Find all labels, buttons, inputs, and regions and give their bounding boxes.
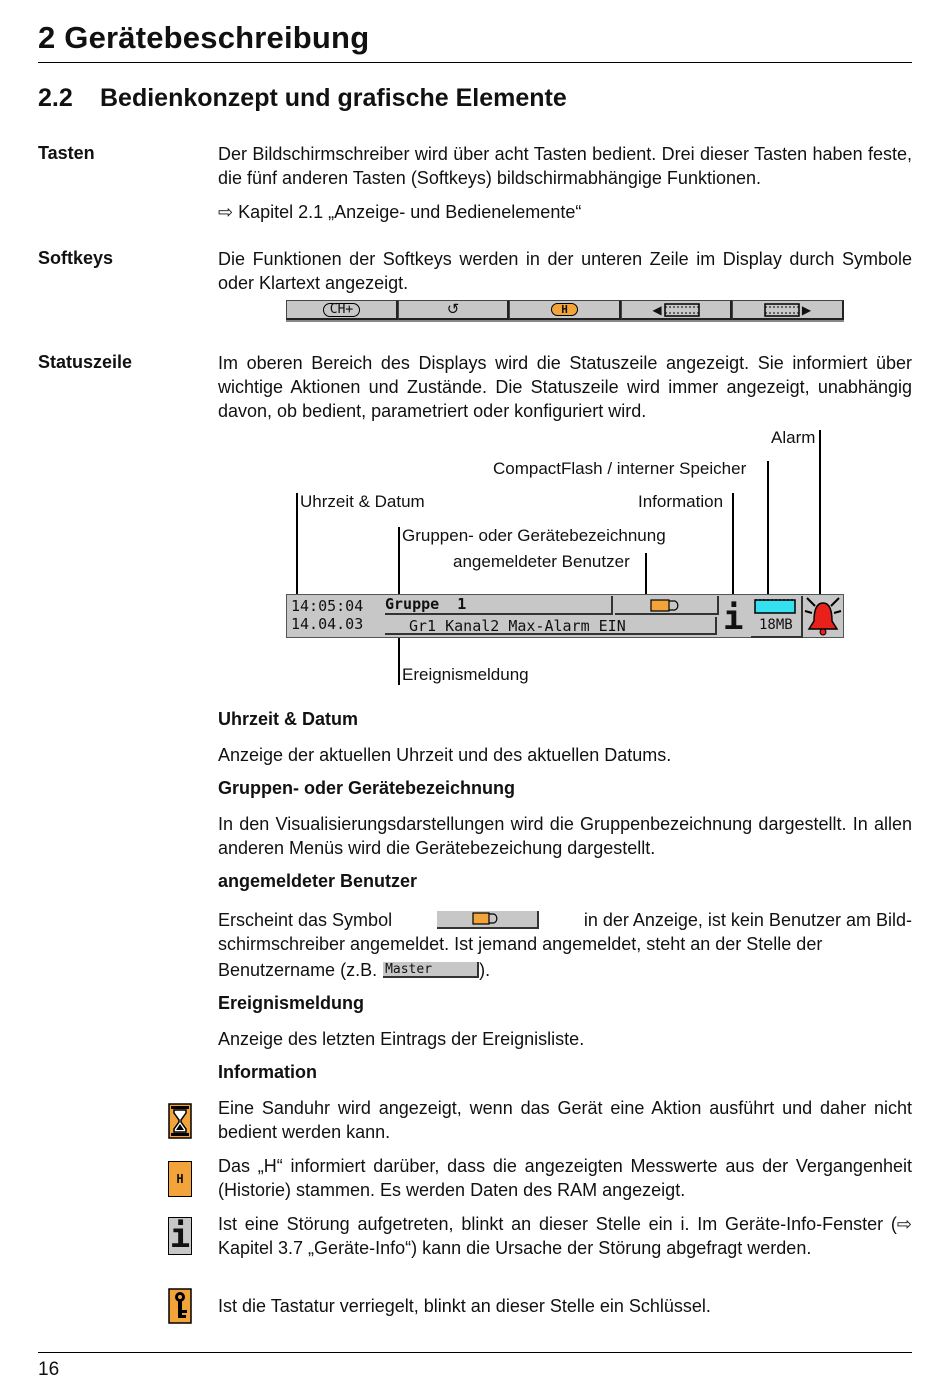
tasten-ref-text[interactable]: Kapitel 2.1 „Anzeige- und Bedienelemente“ bbox=[238, 202, 582, 222]
history-h-icon: H bbox=[551, 303, 578, 316]
info-i-icon: i bbox=[169, 1216, 191, 1256]
reference-arrow-icon: ⇨ bbox=[218, 202, 234, 222]
label-benutzer: angemeldeter Benutzer bbox=[453, 552, 630, 571]
item-information-heading: Information bbox=[218, 1062, 317, 1082]
label-ereignis: Ereignismeldung bbox=[402, 665, 529, 684]
lcd-user-field bbox=[615, 596, 719, 615]
benutzer-text-line2: schirmschreiber angemeldet. Ist jemand angemeldet, steht an der Stelle der bbox=[218, 934, 823, 954]
section-number: 2.2 bbox=[38, 84, 73, 112]
softkeys-text: Die Funktionen der Softkeys werden in der unteren Zeile im Display durch Symbole oder Klartext angezeigt. bbox=[218, 249, 912, 293]
label-uhrzeit: Uhrzeit & Datum bbox=[300, 492, 425, 511]
user-logged-out-icon bbox=[649, 597, 689, 613]
info-item-info-text: Ist eine Störung aufgetreten, blinkt an dieser Stelle ein i. Im Geräte-Info-Fenster (⇨ Kapitel 3.7 „Geräte-Info“) kann die Ursache der Störung abgefragt werden. bbox=[218, 1214, 912, 1258]
section-heading: Bedienkonzept und grafische Elemente bbox=[100, 84, 567, 112]
callout-line-ereignis bbox=[398, 635, 400, 685]
label-alarm: Alarm bbox=[771, 428, 816, 447]
benutzer-text-part2: in der Anzeige, ist kein Benutzer am Bild- bbox=[583, 910, 912, 930]
label-compactflash: CompactFlash / interner Speicher bbox=[493, 459, 747, 478]
callout-line-gruppen bbox=[398, 527, 400, 603]
label-gruppen: Gruppen- oder Gerätebezeichnung bbox=[402, 526, 666, 545]
label-information: Information bbox=[638, 492, 724, 511]
benutzer-text-line3b: ). bbox=[479, 960, 491, 980]
arrow-right-icon: ▶ bbox=[801, 302, 812, 317]
lcd-memory-size: 18MB bbox=[759, 617, 793, 633]
lcd-alarm-field bbox=[803, 595, 843, 637]
softkeys-label: Softkeys bbox=[38, 248, 114, 268]
lcd-memory-field bbox=[751, 596, 803, 638]
callout-line-alarm bbox=[819, 430, 821, 605]
callout-line-cf bbox=[767, 461, 769, 601]
arrow-left-icon: ◀ bbox=[652, 302, 662, 317]
hourglass-icon bbox=[168, 1103, 192, 1139]
item-uhrzeit-text: Anzeige der aktuellen Uhrzeit und des aktuellen Datums. bbox=[218, 745, 672, 765]
lcd-date: 14.04.03 bbox=[291, 615, 364, 633]
alarm-bell-icon bbox=[803, 595, 843, 637]
softkey-ch-plus-label: CH+ bbox=[323, 303, 360, 317]
callout-line-uhrzeit bbox=[296, 493, 298, 603]
chapter-title: 2 Gerätebeschreibung bbox=[38, 20, 370, 55]
footer-rule bbox=[38, 1352, 912, 1353]
user-field-inline bbox=[437, 911, 539, 929]
tasten-text: Der Bildschirmschreiber wird über acht Tasten bedient. Drei dieser Tasten haben feste, die fünf anderen Tasten (Softkeys) bildschirmabhängige Funktionen. bbox=[218, 144, 912, 188]
lcd-event-message: Gr1 Kanal2 Max-Alarm EIN bbox=[385, 617, 717, 635]
info-i-icon: i bbox=[723, 598, 744, 638]
info-item-key-text: Ist die Tastatur verriegelt, blinkt an dieser Stelle ein Schlüssel. bbox=[218, 1296, 711, 1316]
statuszeile-text: Im oberen Bereich des Displays wird die Statuszeile angezeigt. Sie informiert über wichtige Aktionen und Zustände. Die Statuszeile wird immer angezeigt, unabhängig davon, ob bedient, parametriert oder konfiguriert wird. bbox=[218, 353, 912, 421]
history-h-icon: H bbox=[168, 1161, 192, 1197]
user-logged-out-icon bbox=[471, 911, 505, 927]
lcd-time: 14:05:04 bbox=[291, 597, 364, 615]
username-master-field: Master bbox=[383, 962, 479, 978]
item-ereignis-text: Anzeige des letzten Eintrags der Ereignisliste. bbox=[218, 1029, 585, 1049]
info-item-hourglass-text: Eine Sanduhr wird angezeigt, wenn das Gerät eine Aktion ausführt und daher nicht bedient werden kann. bbox=[218, 1098, 912, 1142]
page-number: 16 bbox=[38, 1359, 60, 1380]
lcd-group-name: Gruppe 1 bbox=[385, 596, 613, 615]
statuszeile-label: Statuszeile bbox=[38, 352, 133, 372]
item-gruppen-text: In den Visualisierungsdarstellungen wird die Gruppenbezeichnung dargestellt. In allen anderen Menüs wird die Gerätebezeichung dargestellt. bbox=[218, 814, 912, 858]
item-benutzer-heading: angemeldeter Benutzer bbox=[218, 871, 418, 891]
benutzer-text-line3a: Benutzername (z.B. bbox=[218, 960, 378, 980]
callout-line-information bbox=[732, 493, 734, 603]
benutzer-text-part1: Erscheint das Symbol bbox=[218, 910, 393, 930]
compactflash-icon bbox=[753, 597, 797, 615]
item-gruppen-heading: Gruppen- oder Gerätebezeichnung bbox=[218, 778, 516, 798]
tasten-label: Tasten bbox=[38, 143, 95, 163]
key-icon bbox=[168, 1288, 192, 1324]
item-benutzer-text bbox=[218, 908, 912, 982]
info-item-history-text: Das „H“ informiert darüber, dass die angezeigten Messwerte aus der Vergangenheit (Historie) stammen. Es werden Daten des RAM angezeigt. bbox=[218, 1156, 912, 1200]
lcd-status-bar bbox=[286, 594, 844, 638]
item-ereignis-heading: Ereignismeldung bbox=[218, 993, 365, 1013]
item-uhrzeit-heading: Uhrzeit & Datum bbox=[218, 709, 359, 729]
return-icon: ↺ bbox=[446, 301, 460, 318]
